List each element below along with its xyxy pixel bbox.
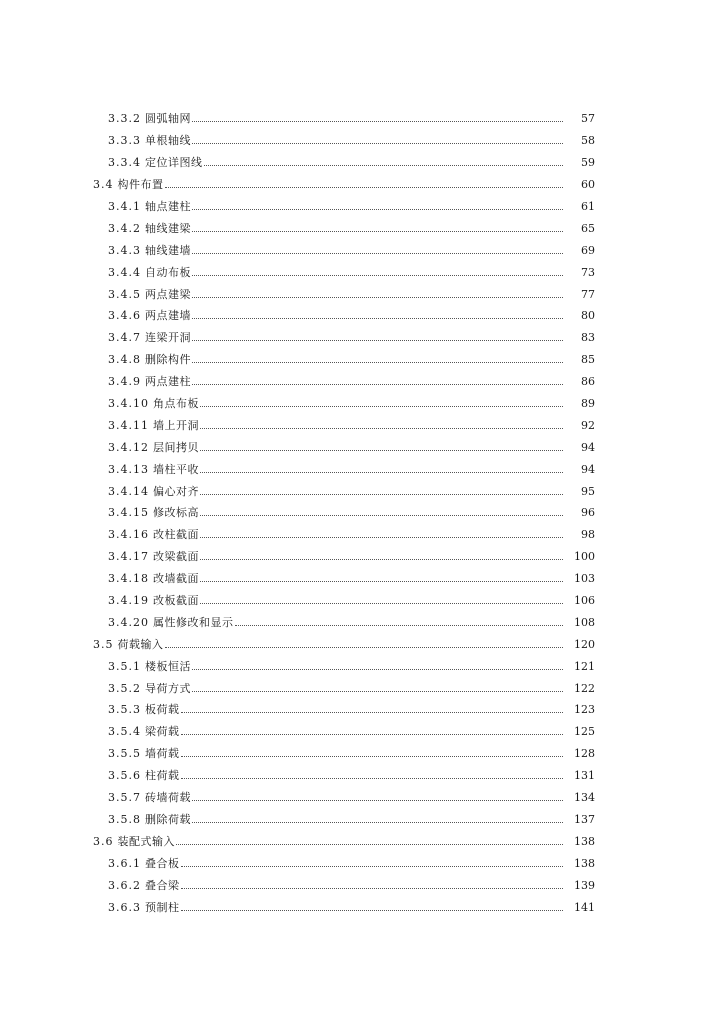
toc-entry-number: 3.5.5 <box>108 747 141 761</box>
toc-entry[interactable] <box>0 239 724 261</box>
toc-entry-page: 121 <box>574 659 595 673</box>
toc-entry-title: 梁荷载 <box>145 725 180 739</box>
toc-entry-page: 92 <box>581 418 595 432</box>
toc-entry[interactable] <box>0 787 724 809</box>
toc-entry-page: 98 <box>581 528 595 542</box>
dot-leader <box>181 888 564 889</box>
dot-leader <box>200 537 563 538</box>
toc-entry-number: 3.3.3 <box>108 134 141 148</box>
toc-entry[interactable] <box>0 743 724 765</box>
toc-entry-number: 3.4.15 <box>108 506 149 520</box>
toc-entry-title: 偏心对齐 <box>153 484 199 498</box>
dot-leader <box>192 822 563 823</box>
dot-leader <box>200 515 563 516</box>
toc-entry-title: 墙柱平收 <box>153 462 199 476</box>
toc-entry[interactable] <box>0 765 724 787</box>
toc-entry[interactable] <box>0 611 724 633</box>
toc-entry[interactable] <box>0 809 724 831</box>
toc-entry-title: 导荷方式 <box>145 681 191 695</box>
dot-leader <box>181 712 564 713</box>
toc-entry-number: 3.4.13 <box>108 462 149 476</box>
dot-leader <box>165 187 564 188</box>
toc-entry[interactable] <box>0 699 724 721</box>
dot-leader <box>200 472 563 473</box>
toc-entry-page: 139 <box>574 878 595 892</box>
toc-entry[interactable] <box>0 305 724 327</box>
dot-leader <box>204 165 564 166</box>
toc-entry-title: 改板截面 <box>153 594 199 608</box>
toc-entry-page: 57 <box>581 112 595 126</box>
toc-entry-title: 删除荷载 <box>145 812 191 826</box>
toc-entry-title: 柱荷载 <box>145 769 180 783</box>
toc-entry-title: 轴线建梁 <box>145 221 191 235</box>
toc-entry-number: 3.4.18 <box>108 572 149 586</box>
toc-entry-title: 砖墙荷载 <box>145 791 191 805</box>
toc-entry[interactable] <box>0 502 724 524</box>
dot-leader <box>181 778 564 779</box>
toc-entry[interactable] <box>0 546 724 568</box>
toc-entry-title: 墙上开洞 <box>153 418 199 432</box>
toc-entry-title: 板荷载 <box>145 703 180 717</box>
toc-entry-page: 131 <box>574 769 595 783</box>
toc-entry[interactable] <box>0 458 724 480</box>
toc-entry-title: 单根轴线 <box>145 134 191 148</box>
toc-entry-page: 95 <box>581 484 595 498</box>
toc-entry-page: 125 <box>574 725 595 739</box>
toc-entry-number: 3.6.3 <box>108 900 141 914</box>
toc-entry-number: 3.5.7 <box>108 791 141 805</box>
dot-leader <box>192 318 563 319</box>
toc-entry-number: 3.5.6 <box>108 769 141 783</box>
toc-entry-title: 轴点建柱 <box>145 200 191 213</box>
toc-entry-title: 荷载输入 <box>117 637 164 651</box>
toc-entry-number: 3.4.4 <box>108 265 141 279</box>
toc-entry-number: 3.5.3 <box>108 703 141 717</box>
toc-entry-page: 58 <box>581 134 595 148</box>
toc-entry[interactable] <box>0 677 724 699</box>
toc-entry-number: 3.4 <box>93 178 114 192</box>
toc-entry[interactable] <box>0 655 724 677</box>
dot-leader <box>181 910 564 911</box>
toc-entry[interactable] <box>0 633 724 655</box>
toc-entry-number: 3.4.6 <box>108 309 141 323</box>
toc-entry[interactable] <box>0 568 724 590</box>
toc-entry[interactable] <box>0 261 724 283</box>
dot-leader <box>192 231 563 232</box>
dot-leader <box>200 450 563 451</box>
dot-leader <box>192 143 563 144</box>
toc-entry[interactable] <box>0 349 724 371</box>
toc-entry-page: 80 <box>581 309 595 323</box>
toc-entry-title: 改柱截面 <box>153 528 199 542</box>
toc-entry[interactable] <box>0 174 724 196</box>
dot-leader <box>200 494 563 495</box>
toc-entry-page: 106 <box>574 594 595 608</box>
toc-entry-title: 两点建梁 <box>145 287 191 301</box>
toc-entry-number: 3.4.14 <box>108 484 149 498</box>
toc-entry-title: 修改标高 <box>153 506 199 520</box>
toc-entry-number: 3.4.12 <box>108 440 149 454</box>
toc-entry-title: 墙荷载 <box>145 747 180 761</box>
toc-entry-page: 138 <box>574 834 595 848</box>
dot-leader <box>192 209 563 210</box>
toc-entry[interactable] <box>0 130 724 152</box>
toc-entry[interactable] <box>0 590 724 612</box>
toc-entry-page: 94 <box>581 462 595 476</box>
toc-entry-page: 69 <box>581 243 595 257</box>
toc-entry-page: 85 <box>581 353 595 367</box>
toc-entry-page: 122 <box>574 681 595 695</box>
toc-entry-number: 3.4.9 <box>108 375 141 389</box>
toc-entry-page: 61 <box>581 200 595 213</box>
dot-leader <box>200 559 563 560</box>
toc-entry-title: 改墙截面 <box>153 572 199 586</box>
toc-entry-page: 138 <box>574 856 595 870</box>
toc-entry-page: 65 <box>581 221 595 235</box>
toc-entry-title: 预制柱 <box>145 900 180 914</box>
dot-leader <box>192 362 563 363</box>
table-of-contents <box>0 108 724 918</box>
toc-entry[interactable] <box>0 152 724 174</box>
toc-entry-page: 96 <box>581 506 595 520</box>
toc-entry-title: 定位详图线 <box>145 156 203 170</box>
toc-entry-number: 3.4.19 <box>108 594 149 608</box>
toc-entry[interactable] <box>0 414 724 436</box>
toc-entry-page: 128 <box>574 747 595 761</box>
toc-entry-page: 60 <box>581 178 595 192</box>
toc-entry-number: 3.4.20 <box>108 615 149 629</box>
toc-entry-title: 圆弧轴网 <box>145 112 191 126</box>
toc-entry[interactable] <box>0 852 724 874</box>
toc-entry[interactable] <box>0 896 724 918</box>
toc-entry-page: 120 <box>574 637 595 651</box>
toc-entry-title: 角点布板 <box>153 397 199 411</box>
dot-leader <box>192 800 563 801</box>
toc-entry-number: 3.4.16 <box>108 528 149 542</box>
toc-entry[interactable] <box>0 371 724 393</box>
toc-entry-title: 楼板恒活 <box>145 659 191 673</box>
dot-leader <box>200 581 563 582</box>
toc-entry-number: 3.4.7 <box>108 331 141 345</box>
toc-entry-title: 装配式输入 <box>117 834 175 848</box>
toc-entry-number: 3.4.3 <box>108 243 141 257</box>
toc-entry-number: 3.4.17 <box>108 550 149 564</box>
dot-leader <box>200 406 563 407</box>
dot-leader <box>192 669 563 670</box>
toc-entry-title: 两点建柱 <box>145 375 191 389</box>
toc-entry-title: 删除构件 <box>145 353 191 367</box>
toc-entry-title: 叠合板 <box>145 856 180 870</box>
toc-entry-page: 134 <box>574 791 595 805</box>
toc-entry-number: 3.4.1 <box>108 200 141 213</box>
dot-leader <box>200 603 563 604</box>
toc-entry-page: 59 <box>581 156 595 170</box>
dot-leader <box>181 756 564 757</box>
toc-entry[interactable] <box>0 436 724 458</box>
toc-entry-page: 137 <box>574 812 595 826</box>
toc-entry-number: 3.5 <box>93 637 114 651</box>
dot-leader <box>192 340 563 341</box>
toc-entry-number: 3.6.2 <box>108 878 141 892</box>
toc-entry-title: 轴线建墙 <box>145 243 191 257</box>
toc-entry-number: 3.6 <box>93 834 114 848</box>
toc-entry-title: 叠合梁 <box>145 878 180 892</box>
dot-leader <box>181 734 564 735</box>
toc-entry-number: 3.4.8 <box>108 353 141 367</box>
toc-entry-page: 94 <box>581 440 595 454</box>
toc-entry-page: 73 <box>581 265 595 279</box>
toc-entry-number: 3.3.4 <box>108 156 141 170</box>
toc-entry-page: 77 <box>581 287 595 301</box>
dot-leader <box>192 275 563 276</box>
dot-leader <box>200 428 563 429</box>
toc-entry-page: 100 <box>574 550 595 564</box>
toc-entry-number: 3.4.11 <box>108 418 149 432</box>
toc-entry-title: 改梁截面 <box>153 550 199 564</box>
dot-leader <box>165 647 564 648</box>
toc-entry-number: 3.6.1 <box>108 856 141 870</box>
toc-entry-number: 3.5.4 <box>108 725 141 739</box>
toc-entry[interactable] <box>0 196 724 218</box>
toc-entry-number: 3.4.10 <box>108 397 149 411</box>
toc-entry[interactable] <box>0 393 724 415</box>
toc-entry-number: 3.5.1 <box>108 659 141 673</box>
toc-entry-title: 属性修改和显示 <box>153 615 234 629</box>
toc-entry-page: 141 <box>574 900 595 914</box>
toc-entry[interactable] <box>0 830 724 852</box>
toc-entry[interactable] <box>0 327 724 349</box>
toc-entry-number: 3.5.8 <box>108 812 141 826</box>
toc-entry-title: 构件布置 <box>117 178 164 192</box>
dot-leader <box>181 866 564 867</box>
toc-entry-page: 86 <box>581 375 595 389</box>
toc-entry[interactable] <box>0 874 724 896</box>
toc-entry-number: 3.4.5 <box>108 287 141 301</box>
toc-entry-number: 3.3.2 <box>108 112 141 126</box>
dot-leader <box>192 384 563 385</box>
toc-entry-page: 123 <box>574 703 595 717</box>
toc-entry[interactable] <box>0 108 724 130</box>
dot-leader <box>235 625 564 626</box>
toc-entry[interactable] <box>0 480 724 502</box>
dot-leader <box>192 691 563 692</box>
toc-entry-number: 3.4.2 <box>108 221 141 235</box>
toc-entry[interactable] <box>0 721 724 743</box>
toc-entry-page: 103 <box>574 572 595 586</box>
toc-entry[interactable] <box>0 217 724 239</box>
dot-leader <box>192 297 563 298</box>
toc-entry-page: 89 <box>581 397 595 411</box>
toc-entry-number: 3.5.2 <box>108 681 141 695</box>
toc-entry-page: 83 <box>581 331 595 345</box>
dot-leader <box>176 844 563 845</box>
toc-entry[interactable] <box>0 283 724 305</box>
toc-entry-title: 连梁开洞 <box>145 331 191 345</box>
toc-entry-page: 108 <box>574 615 595 629</box>
dot-leader <box>192 253 563 254</box>
toc-entry-title: 层间拷贝 <box>153 440 199 454</box>
toc-entry-title: 自动布板 <box>145 265 191 279</box>
toc-entry-title: 两点建墙 <box>145 309 191 323</box>
dot-leader <box>192 121 563 122</box>
toc-entry[interactable] <box>0 524 724 546</box>
